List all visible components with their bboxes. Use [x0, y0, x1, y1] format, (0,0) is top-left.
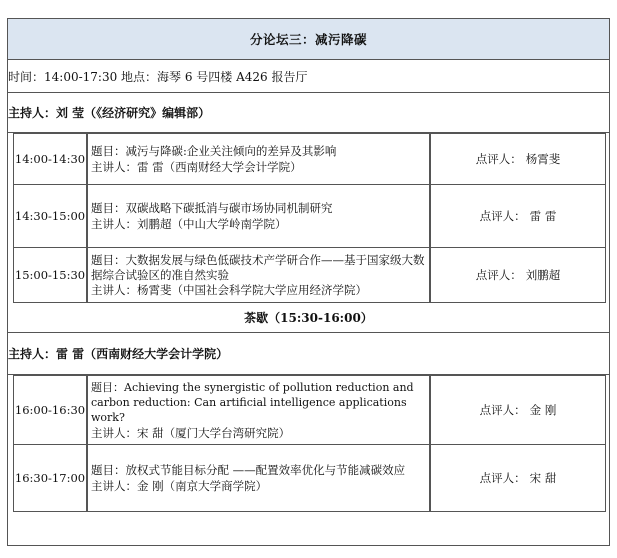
- reviewer-name: 宋 甜: [529, 471, 557, 485]
- reviewer-label: 点评人：: [475, 268, 522, 282]
- session-topic: 题目：Achieving the synergistic of pollution reduction and carbon reduction: Can artificial intelligence applications work?: [91, 380, 414, 424]
- reviewer-label: 点评人：: [475, 152, 522, 166]
- host-text-2: 主持人：雷 雷（西南财经大学会计学院）: [8, 347, 229, 361]
- session-time: 14:00-14:30: [13, 133, 87, 185]
- forum-title: 分论坛三：减污降碳: [249, 32, 367, 47]
- session-topic: 题目：大数据发展与绿色低碳技术产学研合作——基于国家级大数据综合试验区的准自然实验: [91, 252, 425, 282]
- reviewer-name: 杨霄斐: [525, 152, 561, 166]
- forum-title-row: [7, 18, 610, 60]
- tea-break-text: 茶歇（15:30-16:00）: [244, 311, 373, 325]
- session-time: 16:30-17:00: [13, 445, 87, 512]
- session-time: 15:00-15:30: [13, 248, 87, 303]
- session-row: [7, 445, 610, 512]
- session-info: [87, 185, 430, 248]
- empty-row: [7, 512, 610, 546]
- session-time: 14:30-15:00: [13, 185, 87, 248]
- session-reviewer: [430, 375, 606, 445]
- host-row-1: [7, 93, 610, 133]
- session-info: [87, 133, 430, 185]
- reviewer-label: 点评人：: [479, 209, 526, 223]
- session-speaker: 主讲人：金 刚（南京大学商学院）: [91, 479, 268, 493]
- time-place-text: 时间：14:00-17:30 地点：海琴 6 号四楼 A426 报告厅: [8, 69, 308, 84]
- session-info: [87, 375, 430, 445]
- session-row: [7, 185, 610, 248]
- session-row: [7, 133, 610, 185]
- session-reviewer: [430, 133, 606, 185]
- session-speaker: 主讲人：杨霄斐（中国社会科学院大学应用经济学院）: [91, 282, 367, 297]
- time-place-row: [7, 60, 610, 93]
- session-time: 16:00-16:30: [13, 375, 87, 445]
- reviewer-name: 刘鹏超: [525, 268, 561, 282]
- session-row: [7, 375, 610, 445]
- reviewer-label: 点评人：: [479, 403, 526, 417]
- session-reviewer: [430, 185, 606, 248]
- session-reviewer: [430, 445, 606, 512]
- session-info: [87, 445, 430, 512]
- session-topic: 题目：减污与降碳:企业关注倾向的差异及其影响: [91, 144, 337, 158]
- session-topic: 题目：放权式节能目标分配 ——配置效率优化与节能减碳效应: [91, 463, 406, 477]
- host-row-2: [7, 333, 610, 375]
- reviewer-name: 雷 雷: [529, 209, 557, 223]
- session-reviewer: [430, 248, 606, 303]
- reviewer-name: 金 刚: [529, 403, 557, 417]
- session-speaker: 主讲人：宋 甜（厦门大学台湾研究院）: [91, 425, 291, 440]
- reviewer-label: 点评人：: [479, 471, 526, 485]
- session-row: [7, 248, 610, 303]
- tea-break-row: [7, 303, 610, 333]
- session-speaker: 主讲人：雷 雷（西南财经大学会计学院）: [91, 160, 302, 174]
- session-topic: 题目：双碳战略下碳抵消与碳市场协同机制研究: [91, 201, 333, 215]
- session-speaker: 主讲人：刘鹏超（中山大学岭南学院）: [91, 217, 287, 231]
- session-info: [87, 248, 430, 303]
- host-text-1: 主持人：刘 莹（《经济研究》编辑部）: [8, 106, 211, 120]
